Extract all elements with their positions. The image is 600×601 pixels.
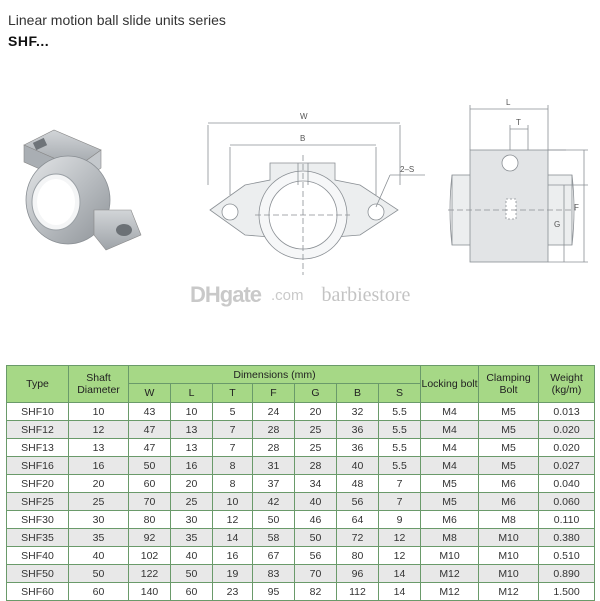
dim-label-w: W [300, 112, 308, 121]
table-cell: 25 [69, 493, 129, 511]
header-clamping-bolt: Clamping Bolt [479, 366, 539, 403]
table-cell: 20 [69, 475, 129, 493]
table-cell: M12 [421, 565, 479, 583]
header-dimensions: Dimensions (mm) [129, 366, 421, 384]
table-cell: 7 [379, 493, 421, 511]
table-cell: M5 [421, 493, 479, 511]
table-cell: 25 [295, 439, 337, 457]
product-image [6, 110, 156, 260]
table-cell: 31 [253, 457, 295, 475]
table-cell: 7 [379, 475, 421, 493]
table-cell: 92 [129, 529, 171, 547]
table-cell: SHF20 [7, 475, 69, 493]
table-cell: M4 [421, 439, 479, 457]
table-row [7, 583, 595, 601]
table-cell: 64 [337, 511, 379, 529]
table-cell: 50 [295, 529, 337, 547]
table-cell: 9 [379, 511, 421, 529]
table-cell: 23 [213, 583, 253, 601]
page-title: Linear motion ball slide units series [8, 12, 226, 28]
table-cell: 25 [295, 421, 337, 439]
table-cell: 12 [213, 511, 253, 529]
table-cell: M10 [421, 547, 479, 565]
table-cell: 5.5 [379, 457, 421, 475]
table-cell: 0.510 [539, 547, 595, 565]
table-cell: 7 [213, 421, 253, 439]
table-row [7, 493, 595, 511]
table-cell: 80 [337, 547, 379, 565]
dim-label-t: T [516, 118, 521, 127]
table-cell: 20 [295, 403, 337, 421]
table-cell: 30 [171, 511, 213, 529]
table-cell: 46 [295, 511, 337, 529]
table-cell: 10 [69, 403, 129, 421]
table-cell: M6 [479, 475, 539, 493]
table-cell: 96 [337, 565, 379, 583]
watermark [190, 282, 410, 308]
header-weight: Weight (kg/m) [539, 366, 595, 403]
table-cell: 40 [171, 547, 213, 565]
table-cell: SHF12 [7, 421, 69, 439]
table-cell: M5 [479, 457, 539, 475]
table-cell: 35 [171, 529, 213, 547]
header-dim-w: W [129, 384, 171, 403]
table-row [7, 565, 595, 583]
table-row [7, 547, 595, 565]
table-cell: M5 [479, 403, 539, 421]
table-cell: 34 [295, 475, 337, 493]
table-cell: 13 [171, 439, 213, 457]
header-locking-bolt: Locking bolt [421, 366, 479, 403]
table-cell: 60 [129, 475, 171, 493]
table-cell: 0.027 [539, 457, 595, 475]
table-cell: 12 [69, 421, 129, 439]
table-cell: 5 [213, 403, 253, 421]
table-cell: M6 [421, 511, 479, 529]
table-cell: SHF60 [7, 583, 69, 601]
table-cell: M5 [479, 439, 539, 457]
table-cell: 7 [213, 439, 253, 457]
dim-label-b: B [300, 134, 306, 143]
table-cell: 14 [379, 583, 421, 601]
table-cell: 37 [253, 475, 295, 493]
table-cell: 36 [337, 439, 379, 457]
table-cell: 50 [253, 511, 295, 529]
table-cell: 58 [253, 529, 295, 547]
table-cell: 12 [379, 529, 421, 547]
table-cell: 50 [69, 565, 129, 583]
table-cell: 1.500 [539, 583, 595, 601]
table-cell: 72 [337, 529, 379, 547]
table-row [7, 475, 595, 493]
table-cell: 5.5 [379, 403, 421, 421]
header-type: Type [7, 366, 69, 403]
table-cell: 0.380 [539, 529, 595, 547]
table-cell: 70 [295, 565, 337, 583]
table-cell: 50 [129, 457, 171, 475]
table-cell: M10 [479, 547, 539, 565]
table-cell: 16 [213, 547, 253, 565]
table-cell: 5.5 [379, 421, 421, 439]
table-row [7, 529, 595, 547]
dim-label-f: F [574, 203, 579, 212]
table-cell: M8 [421, 529, 479, 547]
table-cell: 10 [171, 403, 213, 421]
table-cell: 56 [337, 493, 379, 511]
table-cell: 82 [295, 583, 337, 601]
table-cell: 16 [69, 457, 129, 475]
header-dim-l: L [171, 384, 213, 403]
header-shaft-diameter: Shaft Diameter [69, 366, 129, 403]
header-dim-s: S [379, 384, 421, 403]
table-cell: 48 [337, 475, 379, 493]
table-cell: 102 [129, 547, 171, 565]
table-cell: 50 [171, 565, 213, 583]
table-cell: 60 [69, 583, 129, 601]
table-cell: SHF35 [7, 529, 69, 547]
header-dim-f: F [253, 384, 295, 403]
table-cell: M10 [479, 565, 539, 583]
watermark-domain: .com [271, 286, 304, 304]
front-view-drawing [200, 95, 440, 285]
table-row [7, 511, 595, 529]
table-cell: 28 [295, 457, 337, 475]
table-cell: SHF13 [7, 439, 69, 457]
table-cell: M8 [479, 511, 539, 529]
table-cell: 36 [337, 421, 379, 439]
table-cell: 40 [69, 547, 129, 565]
table-cell: M10 [479, 529, 539, 547]
table-cell: 25 [171, 493, 213, 511]
spec-table-body [7, 403, 595, 601]
table-row [7, 403, 595, 421]
table-cell: 0.013 [539, 403, 595, 421]
table-cell: SHF30 [7, 511, 69, 529]
watermark-store: barbiestore [321, 283, 411, 306]
table-cell: 40 [337, 457, 379, 475]
table-cell: M4 [421, 403, 479, 421]
table-cell: 140 [129, 583, 171, 601]
table-cell: M12 [421, 583, 479, 601]
table-cell: 0.020 [539, 421, 595, 439]
table-cell: 19 [213, 565, 253, 583]
table-cell: 0.020 [539, 439, 595, 457]
table-cell: 0.040 [539, 475, 595, 493]
table-cell: 40 [295, 493, 337, 511]
table-cell: 20 [171, 475, 213, 493]
dim-label-s: 2–S [400, 165, 415, 174]
table-cell: 42 [253, 493, 295, 511]
table-cell: 83 [253, 565, 295, 583]
table-cell: M4 [421, 457, 479, 475]
table-cell: 0.060 [539, 493, 595, 511]
table-row [7, 421, 595, 439]
series-code: SHF... [8, 33, 50, 49]
table-cell: 30 [69, 511, 129, 529]
table-cell: SHF10 [7, 403, 69, 421]
table-cell: 95 [253, 583, 295, 601]
table-cell: 60 [171, 583, 213, 601]
table-cell: 24 [253, 403, 295, 421]
table-cell: 5.5 [379, 439, 421, 457]
dim-label-g: G [554, 220, 561, 229]
table-cell: 112 [337, 583, 379, 601]
table-cell: 47 [129, 439, 171, 457]
side-view-drawing [448, 95, 593, 285]
table-cell: 122 [129, 565, 171, 583]
table-cell: SHF50 [7, 565, 69, 583]
table-cell: 0.110 [539, 511, 595, 529]
dim-label-l: L [506, 98, 511, 107]
table-cell: 14 [213, 529, 253, 547]
table-cell: 13 [171, 421, 213, 439]
table-cell: M6 [479, 493, 539, 511]
table-cell: 16 [171, 457, 213, 475]
table-cell: 13 [69, 439, 129, 457]
table-cell: 8 [213, 475, 253, 493]
table-cell: 12 [379, 547, 421, 565]
table-row [7, 457, 595, 475]
table-cell: 35 [69, 529, 129, 547]
table-cell: M5 [421, 475, 479, 493]
table-cell: 28 [253, 439, 295, 457]
table-cell: 80 [129, 511, 171, 529]
table-cell: 28 [253, 421, 295, 439]
table-row [7, 439, 595, 457]
table-cell: 8 [213, 457, 253, 475]
spec-table [6, 365, 595, 601]
table-cell: SHF16 [7, 457, 69, 475]
table-cell: 43 [129, 403, 171, 421]
header-dim-b: B [337, 384, 379, 403]
table-cell: 47 [129, 421, 171, 439]
table-cell: 32 [337, 403, 379, 421]
table-cell: SHF40 [7, 547, 69, 565]
table-cell: SHF25 [7, 493, 69, 511]
table-cell: 67 [253, 547, 295, 565]
table-cell: 56 [295, 547, 337, 565]
watermark-logo: DHgate [190, 282, 262, 307]
table-cell: M4 [421, 421, 479, 439]
table-cell: M5 [479, 421, 539, 439]
table-cell: M12 [479, 583, 539, 601]
header-dim-t: T [213, 384, 253, 403]
header-dim-g: G [295, 384, 337, 403]
table-cell: 0.890 [539, 565, 595, 583]
table-cell: 10 [213, 493, 253, 511]
table-cell: 70 [129, 493, 171, 511]
table-cell: 14 [379, 565, 421, 583]
